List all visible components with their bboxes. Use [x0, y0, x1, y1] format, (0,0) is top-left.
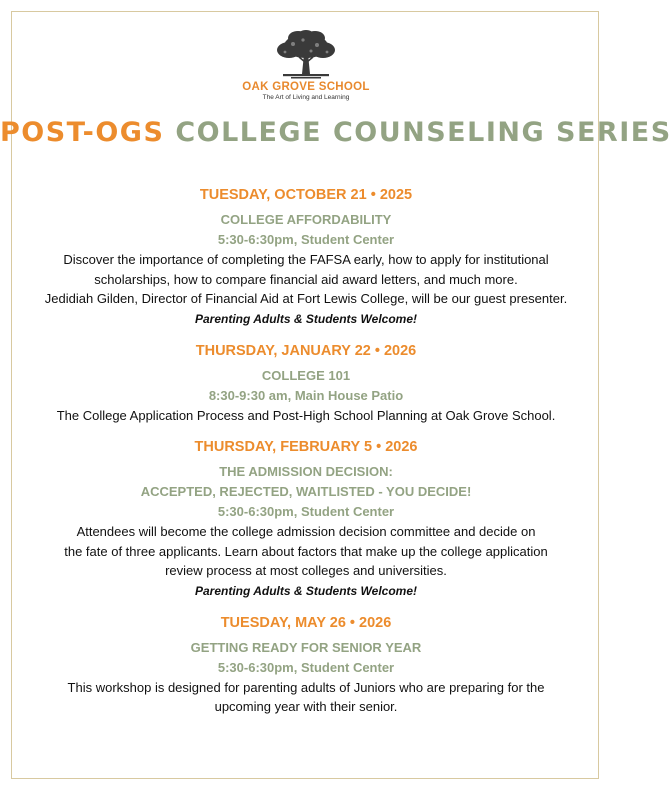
event-4	[0, 614, 612, 717]
series-title-part1: POST-OGS	[0, 117, 165, 148]
event-description-line: review process at most colleges and universities.	[165, 563, 447, 578]
event-description-line: Attendees will become the college admission decision committee and decide on	[76, 524, 536, 539]
event-date: TUESDAY, MAY 26 • 2026	[220, 614, 392, 631]
event-description-line: Discover the importance of completing the FAFSA early, how to apply for institutional	[63, 252, 549, 267]
event-3	[0, 438, 612, 601]
event-description-line: scholarships, how to compare financial aid award letters, and much more.	[94, 271, 518, 287]
event-description-line: This workshop is designed for parenting adults of Juniors who are preparing for the	[67, 679, 545, 695]
event-description-line: The College Application Process and Post-High School Planning at Oak Grove School.	[56, 407, 556, 423]
event-time: 8:30-9:30 am, Main House Patio	[208, 387, 404, 403]
event-time: 5:30-6:30pm, Student Center	[217, 504, 395, 519]
oak-tree-icon	[273, 28, 339, 80]
event-description-line: upcoming year with their senior.	[214, 699, 398, 714]
event-description-line: the fate of three applicants. Learn about factors that make up the college application	[64, 543, 548, 559]
event-2	[0, 342, 612, 426]
event-topic: COLLEGE AFFORDABILITY	[220, 212, 392, 227]
event-audience-note: Parenting Adults & Students Welcome!	[194, 583, 418, 598]
event-list	[0, 186, 612, 730]
event-time: 5:30-6:30pm, Student Center	[217, 659, 395, 675]
school-logo	[0, 28, 612, 102]
event-date: THURSDAY, FEBRUARY 5 • 2026	[194, 439, 418, 455]
series-title	[0, 115, 672, 151]
event-description-line: Jedidiah Gilden, Director of Financial Aid at Fort Lewis College, will be our guest presenter.	[44, 291, 568, 306]
event-date: THURSDAY, JANUARY 22 • 2026	[195, 342, 417, 359]
event-topic: ACCEPTED, REJECTED, WAITLISTED - YOU DECIDE!	[140, 484, 472, 499]
event-topic: COLLEGE 101	[261, 367, 351, 383]
school-name: OAK GROVE SCHOOL	[242, 81, 370, 93]
event-time: 5:30-6:30pm, Student Center	[217, 232, 395, 247]
event-audience-note: Parenting Adults & Students Welcome!	[194, 311, 418, 326]
school-tagline: The Art of Living and Learning	[262, 94, 350, 101]
event-date: TUESDAY, OCTOBER 21 • 2025	[199, 187, 413, 203]
event-1	[0, 186, 612, 329]
event-topic: GETTING READY FOR SENIOR YEAR	[190, 639, 422, 655]
event-topic: THE ADMISSION DECISION:	[219, 464, 393, 479]
series-title-part2: COLLEGE COUNSELING SERIES	[175, 117, 672, 148]
